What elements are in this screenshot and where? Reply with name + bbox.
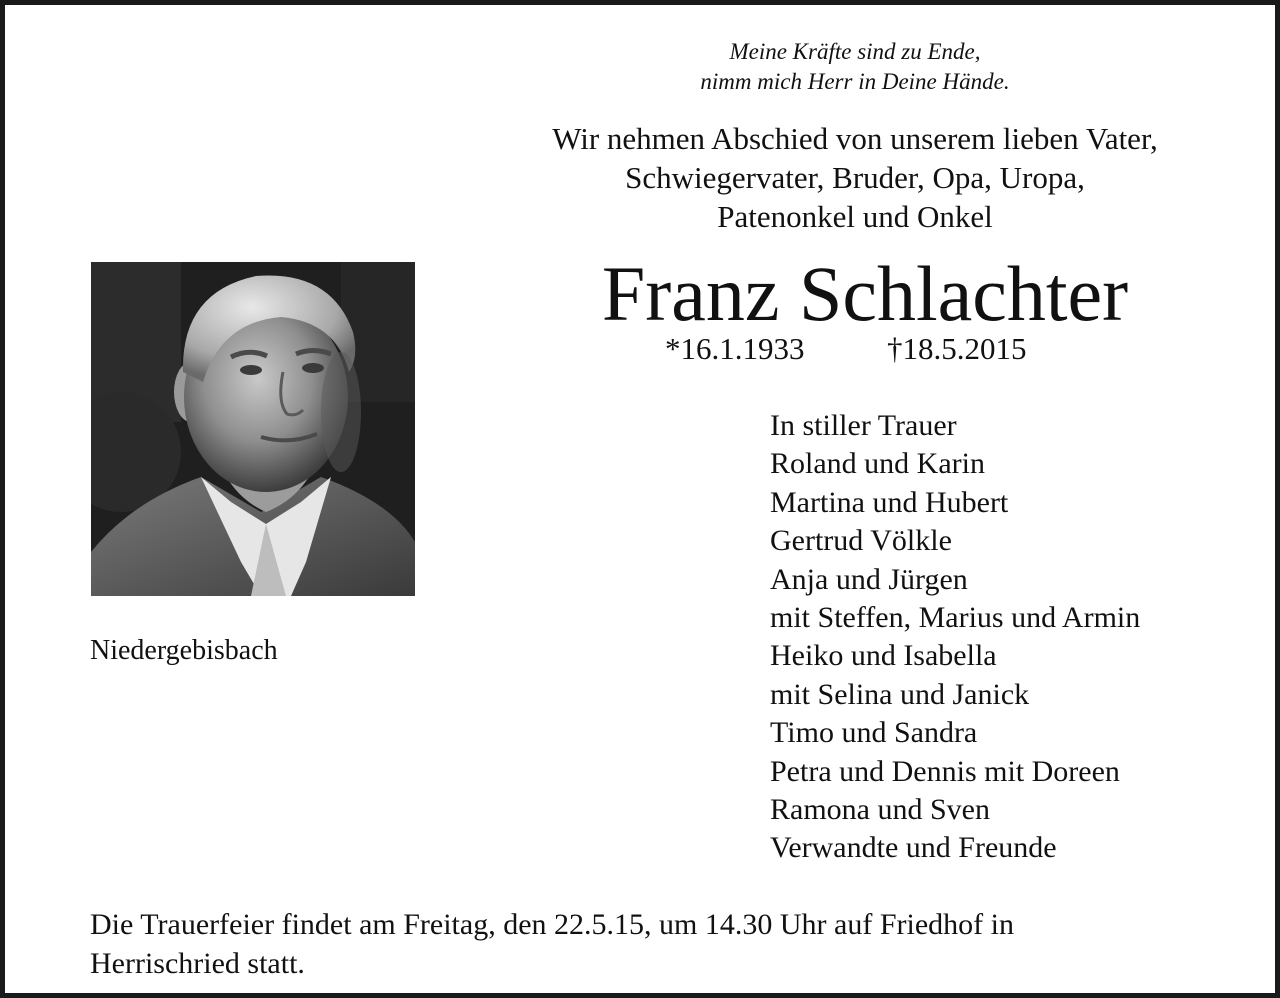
farewell-line-3: Patenonkel und Onkel bbox=[717, 199, 993, 234]
deceased-name: Franz Schlachter bbox=[601, 250, 1129, 337]
mourner-line: Martina und Hubert bbox=[770, 485, 1009, 519]
funeral-line-1: Die Trauerfeier findet am Freitag, den 22.5.15, um 14.30 Uhr auf Friedhof in bbox=[90, 908, 1014, 941]
motto-line-1: Meine Kräfte sind zu Ende, bbox=[729, 39, 981, 64]
mourner-line: Ramona und Sven bbox=[770, 793, 990, 827]
motto-verse bbox=[525, 37, 1185, 97]
mourner-line: Petra und Dennis mit Doreen bbox=[770, 754, 1120, 788]
mourner-line: Gertrud Völkle bbox=[770, 524, 952, 558]
mourner-line: mit Selina und Janick bbox=[770, 677, 1030, 711]
mourner-line: Anja und Jürgen bbox=[770, 562, 968, 596]
portrait-photo-graphic bbox=[91, 262, 415, 596]
funeral-line-2: Herrischried statt. bbox=[90, 947, 305, 980]
farewell-line-2: Schwiegervater, Bruder, Opa, Uropa, bbox=[625, 160, 1085, 195]
residence-place: Niedergebisbach bbox=[90, 635, 278, 666]
mourner-line: Roland und Karin bbox=[770, 447, 985, 481]
mourner-line: In stiller Trauer bbox=[770, 409, 957, 442]
farewell-line-1: Wir nehmen Abschied von unserem lieben Vater, bbox=[552, 121, 1158, 156]
mourner-line: Heiko und Isabella bbox=[770, 639, 997, 673]
portrait-photo bbox=[91, 262, 415, 596]
death-date: †18.5.2015 bbox=[887, 331, 1027, 366]
birth-date: *16.1.1933 bbox=[665, 331, 805, 366]
mourner-line: Verwandte und Freunde bbox=[770, 831, 1057, 865]
motto-line-2: nimm mich Herr in Deine Hände. bbox=[700, 69, 1010, 94]
mourners-list bbox=[770, 407, 1230, 868]
mourner-line: Timo und Sandra bbox=[770, 716, 978, 750]
mourner-line: mit Steffen, Marius und Armin bbox=[770, 601, 1141, 635]
farewell-text bbox=[505, 119, 1205, 236]
funeral-announcement bbox=[90, 905, 1190, 983]
